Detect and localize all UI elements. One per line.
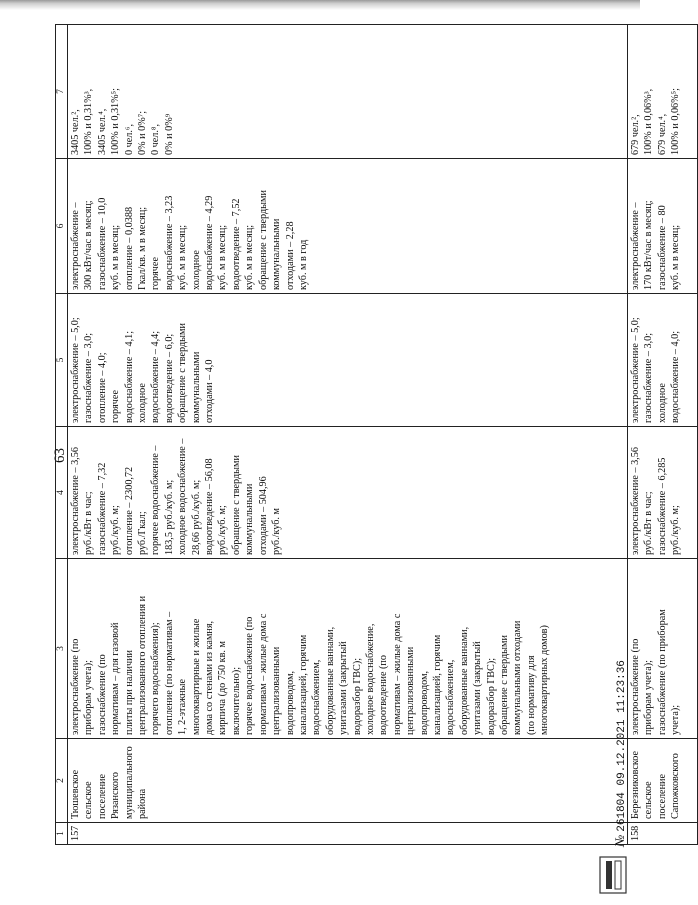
cell-line: куб. м в месяц; (177, 224, 189, 290)
cell-line: электроснабжение – 5,0; (630, 317, 641, 423)
cell-line: унитазами (закрытый (338, 641, 350, 735)
cell-line: 679 чел.², (630, 114, 641, 155)
cell-line: нормативам – для газовой (110, 622, 122, 735)
cell-volumes (628, 159, 698, 294)
cell-line: сельское (83, 781, 95, 819)
cell-line: руб./куб. м; (670, 505, 682, 555)
cell-line: руб./кВт в час; (643, 491, 655, 555)
header-cell: 2 (56, 739, 68, 823)
cell-settlement (68, 739, 628, 823)
cell-line: водоотведение (по (378, 655, 390, 735)
cell-line: Рязанского (110, 771, 122, 819)
cell-line: 100% и 0,06%³, (643, 88, 655, 155)
cell-line: 100% и 0,31%³, (83, 88, 95, 155)
document-footer (612, 660, 628, 847)
cell-line: водоснабжение – 4,29 (204, 195, 216, 290)
cell-line: водоотведение – 6,0; (163, 333, 175, 423)
cell-line: куб. м в год (297, 239, 309, 290)
cell-line: водоснабжением, (445, 659, 457, 735)
cell-line: водоотведение – 56,08 (204, 458, 216, 555)
cell-line: водоснабжение – 4,4; (150, 330, 162, 423)
cell-line: 183,5 руб./куб. м; (163, 479, 175, 555)
cell-line: водоснабжением, (311, 659, 323, 735)
cell-line: водопроводом, (284, 670, 296, 735)
cell-volumes (68, 159, 628, 294)
cell-line: руб./куб. м; (217, 505, 229, 555)
cell-line: холодное (137, 383, 149, 423)
cell-line: горячего водоснабжения); (150, 622, 162, 735)
cell-line: отопление (по нормативам – (163, 611, 175, 735)
cell-line: 1, 2-этажные (177, 678, 189, 735)
cell-utilities (628, 559, 698, 739)
cell-line: Гкал/кв. м в месяц; (137, 206, 149, 290)
cell-settlement (628, 739, 698, 823)
cell-line: коммунальными (271, 218, 283, 290)
header-cell: 1 (56, 823, 68, 845)
cell-line: канализацией, горячим (431, 634, 443, 735)
cell-tariffs (628, 427, 698, 559)
table-row (628, 25, 698, 845)
cell-line: учета); (670, 704, 682, 735)
cell-line: оборудованные ваннами, (458, 626, 470, 735)
header-cell: 3 (56, 559, 68, 739)
cell-line: газоснабжение – 10,0 (96, 197, 108, 290)
cell-line: многоквартирные и жилые (190, 618, 202, 735)
page-number: 63 (52, 448, 68, 463)
cell-line: приборам учета); (643, 660, 655, 735)
cell-line: газоснабжение – 6,285 (656, 457, 668, 555)
cell-line: 0% и 0%⁹ (163, 113, 175, 155)
cell-line: 3405 чел.⁴, (96, 108, 108, 155)
cell-line: отходами – 504,96 (257, 476, 269, 555)
header-cell: 4 (56, 427, 68, 559)
cell-population (68, 25, 628, 159)
cell-line: горячее (110, 390, 122, 423)
cell-line: 0% и 0%⁷; (137, 110, 149, 155)
cell-line: куб. м в месяц; (244, 224, 256, 290)
cell-line: включительно); (230, 666, 242, 735)
cell-line: сельское (643, 781, 655, 819)
cell-line: поселение (656, 774, 668, 819)
cell-line: электроснабжение – (70, 202, 81, 290)
table-row (68, 25, 628, 845)
cell-line: водоснабжение – 4,0; (670, 330, 682, 423)
cell-tariffs (68, 427, 628, 559)
row-number: 157 (68, 823, 628, 845)
cell-line: (по нормативу для (525, 655, 537, 735)
cell-line: 170 кВт/час в месяц; (643, 200, 655, 290)
cell-population (628, 25, 698, 159)
cell-line: электроснабжение – 3,56 (70, 447, 81, 555)
cell-line: куб. м в месяц; (670, 224, 682, 290)
tariff-table (55, 24, 698, 845)
cell-line: электроснабжение – (630, 202, 641, 290)
cell-line: водоснабжение – 4,1; (123, 330, 135, 423)
cell-line: унитазами (закрытый (472, 641, 484, 735)
cell-line: отопление – 0,0388 (123, 206, 135, 290)
cell-line: централизованными (405, 646, 417, 735)
cell-line: централизованными (271, 646, 283, 735)
cell-line: 300 кВт/час в месяц; (83, 200, 95, 290)
cell-line: Тюшевское (70, 769, 81, 819)
cell-line: 100% и 0,31%⁵; (110, 87, 122, 155)
cell-line: многоквартирных домов) (539, 625, 551, 735)
row-number: 158 (628, 823, 698, 845)
cell-line: куб. м в месяц; (217, 224, 229, 290)
cell-line: газоснабжение (по приборам (656, 609, 668, 735)
cell-line: канализацией, горячим (297, 634, 309, 735)
cell-line: электроснабжение – 5,0; (70, 317, 81, 423)
cell-line: водоразбор ГВС); (485, 657, 497, 735)
cell-line: поселение (96, 774, 108, 819)
cell-line: газоснабжение (по (96, 654, 108, 735)
cell-line: кирпича (до 750 кв. м (217, 641, 229, 735)
cell-line: руб./Гкал; (137, 511, 149, 555)
header-cell: 5 (56, 294, 68, 427)
cell-line: холодное водоснабжение, (364, 623, 376, 735)
cell-line: района (137, 788, 149, 819)
cell-line: коммунальными (190, 351, 202, 423)
cell-line: 28,66 руб./куб. м; (190, 479, 202, 555)
cell-line: муниципального (123, 746, 135, 819)
number-sign: № (612, 834, 627, 847)
cell-line: горячее водоснабжение – (150, 445, 162, 555)
cell-line: Березниковское (630, 750, 641, 819)
cell-line: оборудованные ваннами, (324, 626, 336, 735)
cell-line: водоотведение – 7,52 (230, 198, 242, 290)
cell-growth (68, 294, 628, 427)
cell-line: горячее (150, 257, 162, 290)
cell-line: приборам учета); (83, 660, 95, 735)
cell-utilities (68, 559, 628, 739)
cell-line: водоснабжение – 3,23 (163, 195, 175, 290)
cell-line: газоснабжение – 3,0; (643, 332, 655, 423)
cell-line: руб./куб. м; (110, 505, 122, 555)
cell-line: холодное (190, 250, 202, 290)
cell-line: плиты при наличии (123, 649, 135, 735)
cell-line: отходами – 4,0 (204, 359, 216, 423)
cell-line: обращение с твердыми (230, 455, 242, 555)
cell-line: горячее водоснабжение (по (244, 616, 256, 735)
header-cell: 6 (56, 159, 68, 294)
cell-line: отопление – 4,0; (96, 352, 108, 423)
cell-line: обращение с твердыми (257, 190, 269, 290)
cell-line: руб./кВт в час; (83, 491, 95, 555)
cell-line: газоснабжение – 7,32 (96, 462, 108, 555)
cell-line: нормативам – жилые дома с (257, 613, 269, 735)
cell-line: 0 чел.⁶, (123, 123, 135, 155)
cell-line: коммунальными отходами (512, 620, 524, 735)
header-row (56, 25, 68, 845)
cell-line: водоразбор ГВС); (351, 657, 363, 735)
cell-line: электроснабжение (по (70, 638, 81, 735)
cell-line: нормативам – жилые дома с (391, 613, 403, 735)
cell-line: отопление – 2300,72 (123, 466, 135, 555)
cell-line: холодное (656, 383, 668, 423)
cell-line: дома со стенами из камня, (204, 620, 216, 735)
cell-growth (628, 294, 698, 427)
cell-line: 679 чел.⁴, (656, 113, 668, 155)
cell-line: руб./куб. м (271, 508, 283, 555)
header-cell: 7 (56, 25, 68, 159)
printer-logo-icon (598, 855, 628, 895)
cell-line: холодное водоснабжение – (177, 438, 189, 555)
cell-line: 0 чел.⁸, (150, 123, 162, 155)
cell-line: обращение с твердыми (499, 635, 510, 735)
cell-line: газоснабжение – 3,0; (83, 332, 95, 423)
cell-line: обращение с твердыми (177, 323, 189, 423)
cell-line: электроснабжение (по (630, 638, 641, 735)
cell-line: коммунальными (244, 483, 256, 555)
footer-stamp: 261804 09.12.2021 11:23:36 (616, 660, 628, 832)
cell-line: 3405 чел.², (70, 109, 81, 155)
cell-line: 100% и 0,06%⁵; (670, 87, 682, 155)
cell-line: централизованного отопления и (137, 595, 149, 735)
cell-line: газоснабжение – 80 (656, 205, 668, 290)
cell-line: отходами – 2,28 (284, 221, 296, 290)
cell-line: электроснабжение – 3,56 (630, 447, 641, 555)
cell-line: водопроводом, (418, 670, 430, 735)
cell-line: куб. м в месяц; (110, 224, 122, 290)
cell-line: Сапожковского (670, 753, 682, 819)
